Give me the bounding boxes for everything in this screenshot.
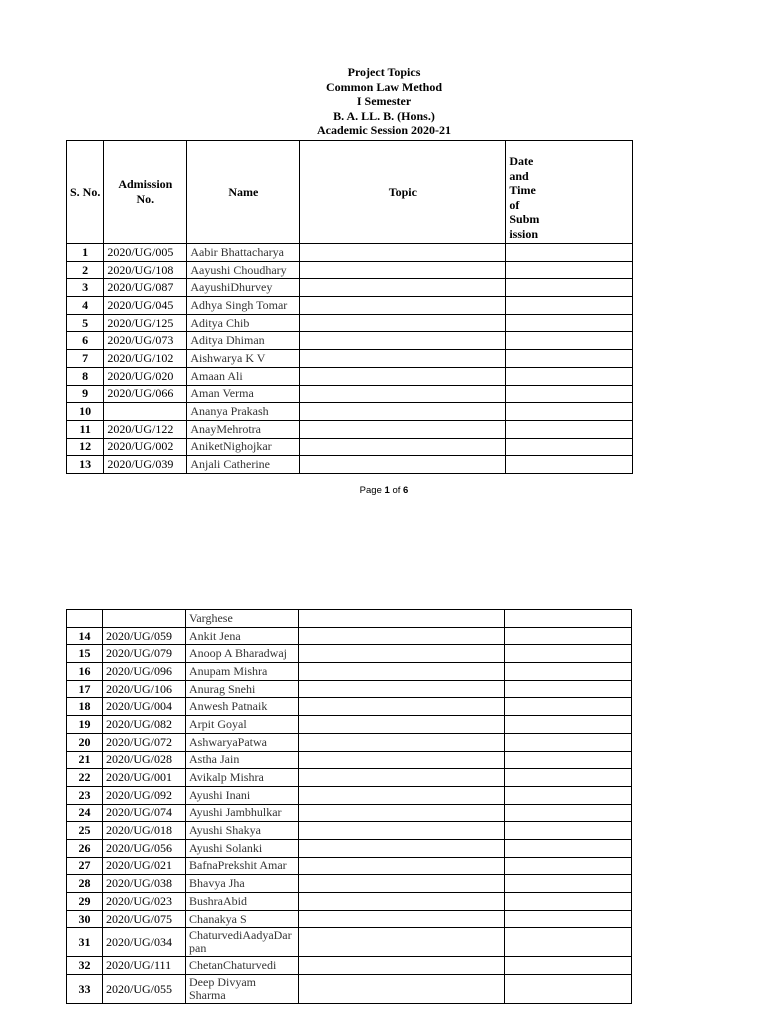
cell-sno: 13 [67,456,104,474]
cell-admission-no: 2020/UG/055 [103,975,186,1004]
cell-topic [299,839,505,857]
cell-sno: 17 [67,680,103,698]
cell-topic [299,975,505,1004]
cell-topic [299,857,505,875]
cell-sno: 27 [67,857,103,875]
cell-name-line: Sharma [189,988,226,1003]
cell-submission-date [506,350,633,368]
cell-admission-no: 2020/UG/021 [103,857,186,875]
cell-sno: 33 [67,975,103,1004]
cell-admission-no: 2020/UG/001 [103,769,186,787]
cell-sno: 21 [67,751,103,769]
cell-topic [299,928,505,957]
cell-topic [299,645,505,663]
table-row [67,957,632,975]
table-row [67,698,632,716]
cell-name: Chanakya S [186,910,299,928]
cell-topic [299,804,505,822]
cell-submission-date [506,385,633,403]
table-row [67,893,632,911]
cell-submission-date [505,928,632,957]
cell-name: AniketNighojkar [187,438,300,456]
table-row [67,786,632,804]
cell-admission-no: 2020/UG/020 [104,367,187,385]
cell-submission-date [505,893,632,911]
cell-sno: 18 [67,698,103,716]
cell-submission-date [505,627,632,645]
cell-topic [299,733,505,751]
cell-admission-no: 2020/UG/066 [104,385,187,403]
cell-name: Anoop A Bharadwaj [186,645,299,663]
cell-topic [300,456,506,474]
cell-submission-date [505,957,632,975]
cell-topic [299,680,505,698]
cell-topic [300,279,506,297]
cell-admission-no: 2020/UG/005 [104,244,187,262]
cell-name: Aditya Chib [187,314,300,332]
cell-name: Varghese [186,610,299,628]
cell-name: Ayushi Jambhulkar [186,804,299,822]
title-subject: Common Law Method [326,79,442,94]
column-header-topic: Topic [300,141,506,244]
cell-sno: 28 [67,875,103,893]
cell-admission-no: 2020/UG/106 [103,680,186,698]
cell-sno [67,610,103,628]
table-row [67,456,633,474]
cell-sno: 3 [67,279,104,297]
cell-submission-date [506,261,633,279]
cell-sno: 6 [67,332,104,350]
cell-name: Aishwarya K V [187,350,300,368]
cell-topic [299,663,505,681]
table-row [67,385,633,403]
cell-submission-date [505,910,632,928]
cell-admission-no: 2020/UG/075 [103,910,186,928]
cell-name: Ayushi Shakya [186,822,299,840]
cell-topic [299,893,505,911]
cell-topic [300,261,506,279]
cell-sno: 31 [67,928,103,957]
cell-topic [299,822,505,840]
cell-admission-no: 2020/UG/034 [103,928,186,957]
column-header-sno: S. No. [67,141,104,244]
table-row [67,610,632,628]
cell-submission-date [505,839,632,857]
table-row [67,420,633,438]
cell-admission-no: 2020/UG/079 [103,645,186,663]
table-row [67,645,632,663]
cell-name: Bhavya Jha [186,875,299,893]
cell-name: AayushiDhurvey [187,279,300,297]
cell-name: Aayushi Choudhary [187,261,300,279]
cell-name: Anurag Snehi [186,680,299,698]
cell-admission-no: 2020/UG/096 [103,663,186,681]
cell-sno: 24 [67,804,103,822]
cell-sno: 30 [67,910,103,928]
cell-name: Aabir Bhattacharya [187,244,300,262]
cell-name: Anupam Mishra [186,663,299,681]
table-header-row [67,141,633,244]
cell-submission-date [505,680,632,698]
table-row [67,733,632,751]
table-body-page-1 [67,244,633,474]
cell-submission-date [505,804,632,822]
cell-topic [300,244,506,262]
cell-sno: 9 [67,385,104,403]
cell-admission-no [104,403,187,421]
cell-submission-date [506,438,633,456]
cell-submission-date [505,786,632,804]
table-row [67,839,632,857]
cell-admission-no: 2020/UG/074 [103,804,186,822]
cell-sno: 26 [67,839,103,857]
cell-topic [299,751,505,769]
cell-admission-no: 2020/UG/056 [103,839,186,857]
cell-sno: 32 [67,957,103,975]
table-body-page-2 [67,610,632,1004]
title-session: Academic Session 2020-21 [317,123,451,138]
table-row [67,261,633,279]
cell-admission-no: 2020/UG/059 [103,627,186,645]
cell-name: Avikalp Mishra [186,769,299,787]
table-row [67,663,632,681]
cell-admission-no: 2020/UG/072 [103,733,186,751]
cell-name-line: Deep Divyam [189,975,256,990]
cell-name: BafnaPrekshit Amar [186,857,299,875]
cell-submission-date [506,279,633,297]
table-row [67,928,632,957]
table-row [67,314,633,332]
cell-sno: 8 [67,367,104,385]
document-title-block [0,65,768,138]
cell-sno: 11 [67,420,104,438]
cell-submission-date [506,420,633,438]
cell-admission-no: 2020/UG/018 [103,822,186,840]
table-row [67,332,633,350]
cell-submission-date [505,751,632,769]
cell-sno: 14 [67,627,103,645]
table-row [67,910,632,928]
cell-name [186,975,299,1004]
cell-admission-no: 2020/UG/038 [103,875,186,893]
table-row [67,751,632,769]
cell-name: ChetanChaturvedi [186,957,299,975]
title-semester: I Semester [356,94,412,109]
title-project-topics: Project Topics [347,65,421,79]
cell-admission-no [103,610,186,628]
cell-topic [300,297,506,315]
cell-name-line: ChaturvediAadyaDar [189,928,292,943]
cell-submission-date [506,456,633,474]
cell-sno: 29 [67,893,103,911]
cell-topic [300,350,506,368]
cell-submission-date [505,769,632,787]
table-row [67,822,632,840]
cell-topic [300,314,506,332]
cell-submission-date [505,733,632,751]
table-row [67,627,632,645]
cell-topic [299,910,505,928]
page-of: of [392,485,401,496]
table-row [67,438,633,456]
cell-sno: 25 [67,822,103,840]
cell-name: Ankit Jena [186,627,299,645]
cell-submission-date [505,716,632,734]
cell-name: Ananya Prakash [187,403,300,421]
cell-name: Adhya Singh Tomar [187,297,300,315]
table-row [67,350,633,368]
cell-topic [299,610,505,628]
column-header-admission: Admission No. [104,141,187,244]
cell-admission-no: 2020/UG/087 [104,279,187,297]
cell-topic [299,698,505,716]
cell-admission-no: 2020/UG/122 [104,420,187,438]
cell-sno: 19 [67,716,103,734]
cell-submission-date [506,314,633,332]
cell-sno: 16 [67,663,103,681]
cell-admission-no: 2020/UG/108 [104,261,187,279]
cell-topic [299,769,505,787]
table-row [67,680,632,698]
table-row [67,975,632,1004]
cell-name: Anwesh Patnaik [186,698,299,716]
cell-name: Astha Jain [186,751,299,769]
column-header-date: Date and Time of Subm ission [506,141,633,244]
cell-topic [299,875,505,893]
cell-name: Amaan Ali [187,367,300,385]
cell-topic [300,403,506,421]
title-program: B. A. LL. B. (Hons.) [333,108,435,123]
cell-name: Ayushi Inani [186,786,299,804]
cell-admission-no: 2020/UG/045 [104,297,187,315]
cell-submission-date [505,857,632,875]
cell-admission-no: 2020/UG/002 [104,438,187,456]
cell-topic [300,420,506,438]
page-total: 6 [403,485,409,496]
cell-admission-no: 2020/UG/023 [103,893,186,911]
table-row [67,769,632,787]
cell-submission-date [505,663,632,681]
cell-submission-date [505,645,632,663]
cell-submission-date [506,367,633,385]
topics-table-page-2 [66,609,632,1004]
table-row [67,804,632,822]
table-row [67,244,633,262]
cell-sno: 5 [67,314,104,332]
column-header-name: Name [187,141,300,244]
cell-submission-date [505,875,632,893]
cell-admission-no: 2020/UG/039 [104,456,187,474]
table-row [67,857,632,875]
cell-sno: 2 [67,261,104,279]
cell-admission-no: 2020/UG/028 [103,751,186,769]
cell-submission-date [506,244,633,262]
cell-submission-date [506,332,633,350]
cell-name: BushraAbid [186,893,299,911]
cell-sno: 7 [67,350,104,368]
cell-admission-no: 2020/UG/004 [103,698,186,716]
cell-name: Aman Verma [187,385,300,403]
cell-submission-date [506,297,633,315]
table-row [67,403,633,421]
cell-sno: 15 [67,645,103,663]
cell-name-line: pan [189,941,207,956]
cell-topic [300,332,506,350]
cell-name: Aditya Dhiman [187,332,300,350]
table-row [67,279,633,297]
cell-topic [299,957,505,975]
cell-admission-no: 2020/UG/125 [104,314,187,332]
cell-topic [299,627,505,645]
cell-topic [300,367,506,385]
page-footer [0,485,768,496]
cell-name: AnayMehrotra [187,420,300,438]
cell-name: AshwaryaPatwa [186,733,299,751]
cell-admission-no: 2020/UG/111 [103,957,186,975]
cell-admission-no: 2020/UG/073 [104,332,187,350]
cell-topic [300,385,506,403]
table-row [67,716,632,734]
cell-sno: 1 [67,244,104,262]
cell-submission-date [505,698,632,716]
cell-admission-no: 2020/UG/082 [103,716,186,734]
cell-topic [300,438,506,456]
cell-name: Arpit Goyal [186,716,299,734]
cell-sno: 20 [67,733,103,751]
cell-submission-date [505,610,632,628]
cell-submission-date [506,403,633,421]
cell-sno: 23 [67,786,103,804]
cell-admission-no: 2020/UG/092 [103,786,186,804]
cell-sno: 4 [67,297,104,315]
cell-topic [299,786,505,804]
cell-name: Ayushi Solanki [186,839,299,857]
topics-table-page-1 [66,140,633,474]
cell-sno: 12 [67,438,104,456]
cell-name [186,928,299,957]
table-row [67,297,633,315]
page-current: 1 [384,485,390,496]
page-label: Page [359,485,382,496]
cell-topic [299,716,505,734]
cell-sno: 22 [67,769,103,787]
table-row [67,875,632,893]
cell-submission-date [505,822,632,840]
table-row [67,367,633,385]
cell-name: Anjali Catherine [187,456,300,474]
cell-admission-no: 2020/UG/102 [104,350,187,368]
cell-sno: 10 [67,403,104,421]
cell-submission-date [505,975,632,1004]
